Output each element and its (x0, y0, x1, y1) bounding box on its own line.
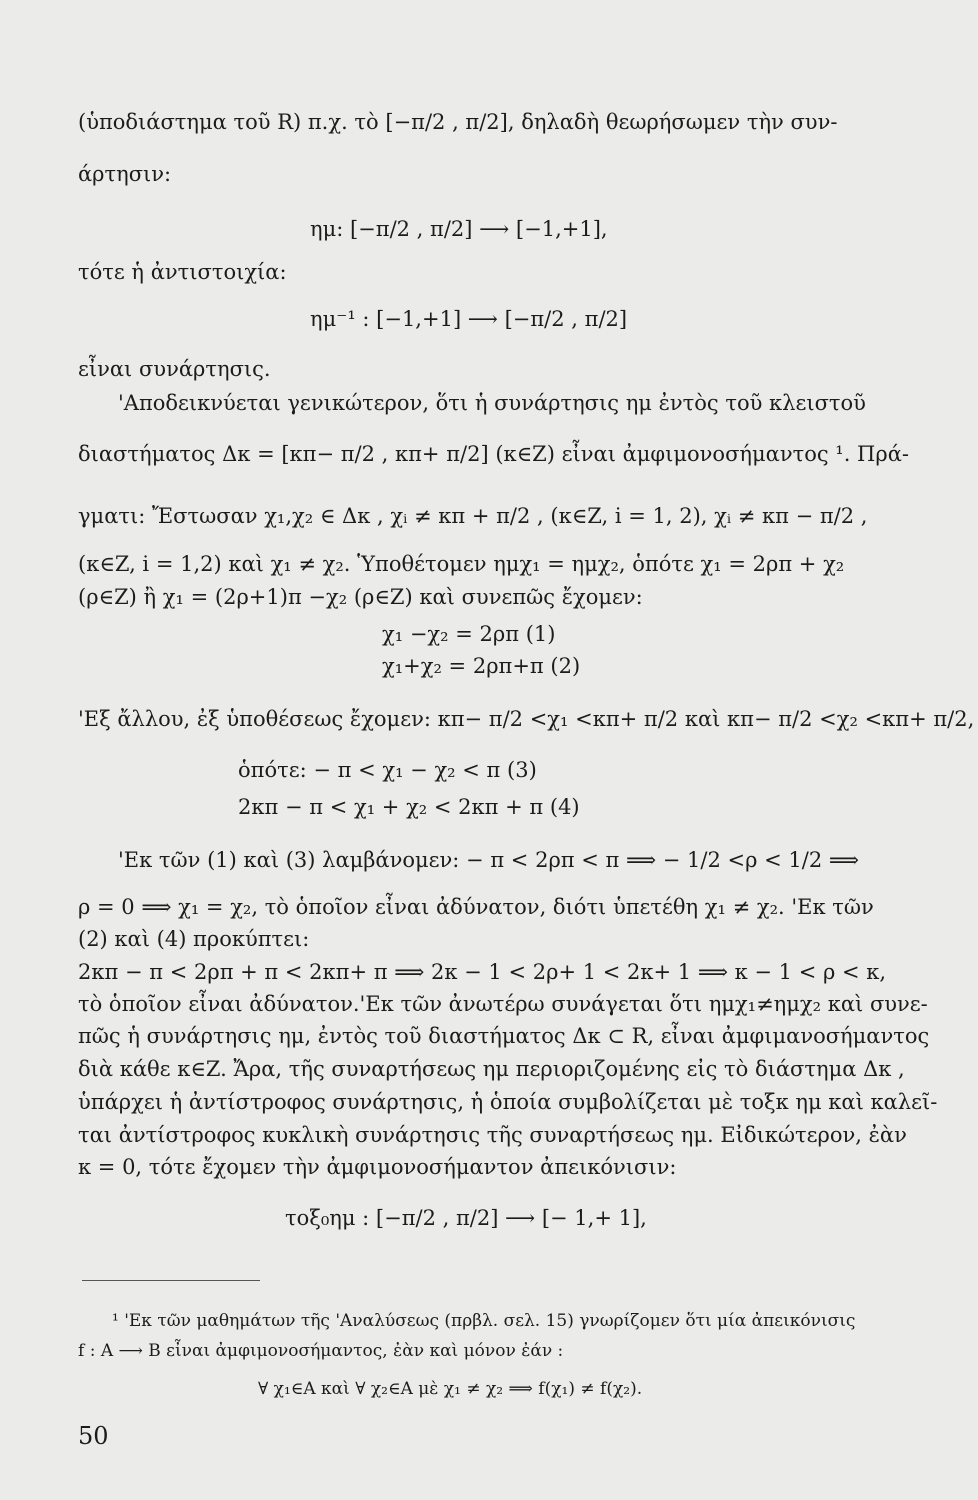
text-line-7: 'Αποδεικνύεται γενικώτερον, ὅτι ἡ συνάρτησις ημ ἐντὸς τοῦ κλειστοῦ (118, 391, 866, 415)
footnote-line-1: ¹ 'Εκ τῶν μαθημάτων τῆς 'Αναλύσεως (πρβλ. σελ. 15) γνωρίζομεν ὅτι μία ἀπεικόνισις (112, 1311, 856, 1331)
inequality-3: ὁπότε: − π < χ₁ − χ₂ < π (3) (238, 758, 537, 782)
text-line-4: τότε ἡ ἀντιστοιχία: (78, 260, 287, 284)
text-line-24: ὑπάρχει ἡ ἀντίστροφος συνάρτησις, ἡ ὁποία συμβολίζεται μὲ τοξκ ημ καὶ καλεῖ- (78, 1090, 938, 1114)
text-line-23: διὰ κάθε κ∈Z. Ἄρα, τῆς συναρτήσεως ημ περιοριζομένης εἰς τὸ διάστημα Δκ , (78, 1057, 905, 1081)
math-display-inverse-map: ημ⁻¹ : [−1,+1] ⟶ [−π/2 , π/2] (310, 307, 628, 331)
text-line-22: πῶς ἡ συνάρτησις ημ, ἐντὸς τοῦ διαστήματος Δκ ⊂ R, εἶναι ἀμφιμανοσήμαντος (78, 1024, 930, 1048)
text-line-14: 'Εξ ἄλλου, ἐξ ὑποθέσεως ἔχομεν: κπ− π/2 <χ₁ <κπ+ π/2 καὶ κπ− π/2 <χ₂ <κπ+ π/2, (78, 707, 975, 731)
text-line-26: κ = 0, τότε ἔχομεν τὴν ἀμφιμονοσήμαντον ἀπεικόνισιν: (78, 1155, 677, 1179)
text-line-17: 'Εκ τῶν (1) καὶ (3) λαμβάνομεν: − π < 2ρπ < π ⟹ − 1/2 <ρ < 1/2 ⟹ (118, 848, 859, 872)
text-line-20: 2κπ − π < 2ρπ + π < 2κπ+ π ⟹ 2κ − 1 < 2ρ+ 1 < 2κ+ 1 ⟹ κ − 1 < ρ < κ, (78, 960, 887, 984)
text-line-1: (ὑποδιάστημα τοῦ R) π.χ. τὸ [−π/2 , π/2], δηλαδὴ θεωρήσωμεν τὴν συν- (78, 110, 838, 134)
math-display-sine-map: ημ: [−π/2 , π/2] ⟶ [−1,+1], (310, 217, 608, 241)
equation-2: χ₁+χ₂ = 2ρπ+π (2) (382, 654, 581, 678)
text-line-11: (ρ∈Z) ἢ χ₁ = (2ρ+1)π −χ₂ (ρ∈Z) καὶ συνεπῶς ἔχομεν: (78, 585, 643, 609)
page-number: 50 (78, 1422, 109, 1450)
equation-1: χ₁ −χ₂ = 2ρπ (1) (382, 622, 556, 646)
text-line-10: (κ∈Z, i = 1,2) καὶ χ₁ ≠ χ₂. Ὑποθέτομεν ημχ₁ = ημχ₂, ὁπότε χ₁ = 2ρπ + χ₂ (78, 552, 845, 576)
inequality-4: 2κπ − π < χ₁ + χ₂ < 2κπ + π (4) (238, 795, 580, 819)
text-line-2: άρτησιν: (78, 162, 172, 186)
text-line-19: (2) καὶ (4) προκύπτει: (78, 927, 310, 951)
text-line-9: γματι: Ἔστωσαν χ₁,χ₂ ∈ Δκ , χᵢ ≠ κπ + π/2 , (κ∈Z, i = 1, 2), χᵢ ≠ κπ − π/2 , (78, 504, 868, 528)
text-line-25: ται ἀντίστροφος κυκλικὴ συνάρτησις τῆς συναρτήσεως ημ. Εἰδικώτερον, ἐὰν (78, 1123, 907, 1147)
footnote-divider (82, 1280, 260, 1281)
text-line-21: τὸ ὁποῖον εἶναι ἀδύνατον.'Εκ τῶν ἀνωτέρω συνάγεται ὅτι ημχ₁≠ημχ₂ καὶ συνε- (78, 992, 928, 1016)
text-line-6: εἶναι συνάρτησις. (78, 357, 271, 381)
text-line-18: ρ = 0 ⟹ χ₁ = χ₂, τὸ ὁποῖον εἶναι ἀδύνατον, διότι ὑπετέθη χ₁ ≠ χ₂. 'Εκ τῶν (78, 895, 874, 919)
math-display-arcsine-map: τοξ₀ημ : [−π/2 , π/2] ⟶ [− 1,+ 1], (285, 1206, 647, 1230)
footnote-line-2: f : A ⟶ B εἶναι ἀμφιμονοσήμαντος, ἐὰν καὶ μόνον ἐάν : (78, 1341, 564, 1361)
text-line-8: διαστήματος Δκ = [κπ− π/2 , κπ+ π/2] (κ∈Z) εἶναι ἀμφιμονοσήμαντος ¹. Πρά- (78, 442, 909, 466)
footnote-line-3: ∀ χ₁∈A καὶ ∀ χ₂∈A μὲ χ₁ ≠ χ₂ ⟹ f(χ₁) ≠ f(χ₂). (258, 1379, 643, 1399)
